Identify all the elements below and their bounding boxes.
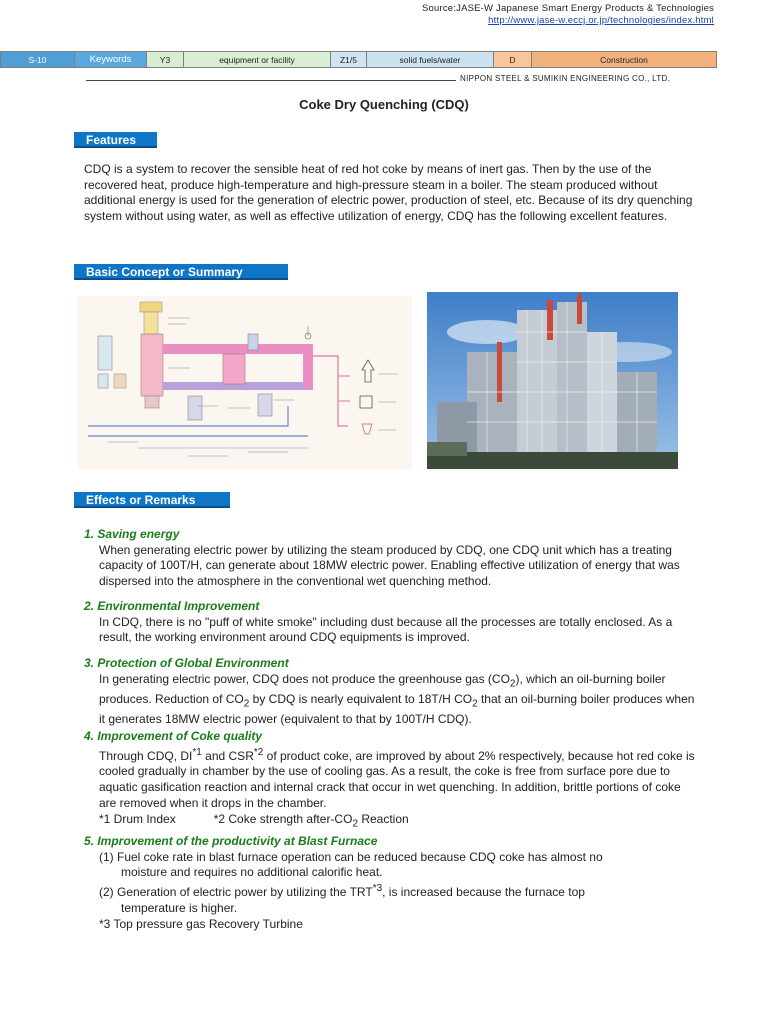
effect-item-5-title: 5. Improvement of the productivity at Blast Furnace — [84, 834, 378, 848]
effect-item-2 — [84, 599, 700, 646]
effect-item-3 — [84, 656, 700, 728]
y-code: Y3 — [147, 52, 184, 68]
effect-item-5-point-2: (2) Generation of electric power by utilizing the TRT$^{*3}$, is increased because the furnace top — [99, 883, 585, 900]
d-label: Construction — [532, 52, 717, 68]
y-label: equipment or facility — [184, 52, 331, 68]
effect-item-4-notes: *1 Drum Index *2 Coke strength after-$CO_2$ Reaction — [99, 811, 409, 829]
effect-item-5-point-1-cont: moisture and requires no additional calorific heat. — [121, 865, 383, 880]
keywords-label: Keywords — [75, 52, 147, 68]
cdq-process-diagram — [78, 296, 412, 470]
section-basic-concept-heading: Basic Concept or Summary — [74, 264, 288, 280]
effect-item-4 — [84, 729, 700, 832]
features-text: CDQ is a system to recover the sensible heat of red hot coke by means of inert gas. Then by the use of the recovered heat, produce high-temperature and high-pressure steam in a boiler. The steam produced without additional energy is used for the generation of electric power, production of steel, etc. Because of its dry quenching system without using water, as well as effective utilization of energy, CDQ has the following excellent features. — [84, 162, 693, 223]
effect-item-5-point-1: (1) Fuel coke rate in blast furnace operation can be reduced because CDQ coke has almost no — [99, 849, 603, 864]
source-line: Source:JASE-W Japanese Smart Energy Products & Technologies — [421, 3, 714, 14]
effect-item-1-text: When generating electric power by utilizing the steam produced by CDQ, one CDQ unit which has a treating capacity of 100T/H, can generate about 18MW electric power. Enabling effective utilization of energy that was dispersed into the atmosphere in the conventional wet quenching method. — [99, 542, 680, 589]
effect-item-5-point-2-cont: temperature is higher. — [121, 900, 238, 915]
sheet-code: S-10 — [1, 52, 75, 68]
d-code: D — [494, 52, 532, 68]
effect-item-3-title: 3. Protection of Global Environment — [84, 656, 289, 670]
keywords-bar — [0, 51, 717, 68]
z-code: Z1/5 — [331, 52, 367, 68]
effect-item-2-title: 2. Environmental Improvement — [84, 599, 260, 613]
page-title: Coke Dry Quenching (CDQ) — [299, 97, 469, 112]
header-rule — [86, 80, 456, 81]
effect-item-4-title: 4. Improvement of Coke quality — [84, 729, 263, 743]
plant-photo-svg — [427, 292, 678, 469]
z-label: solid fuels/water — [367, 52, 494, 68]
source-block — [422, 3, 714, 27]
section-effects-heading: Effects or Remarks — [74, 492, 230, 508]
company-name: NIPPON STEEL & SUMIKIN ENGINEERING CO., LTD. — [460, 74, 671, 83]
cdq-plant-photo — [427, 292, 678, 469]
effect-item-5 — [84, 834, 700, 932]
effect-item-2-text: In CDQ, there is no "puff of white smoke" including dust because all the processes are totally enclosed. As a result, the working environment around CDQ equipments is improved. — [99, 614, 673, 645]
effect-item-3-text: In generating electric power, CDQ does not produce the greenhouse gas $(CO_2)$, which an oil-burning boiler produces. Reduction of $CO_2$ by CDQ is nearly equivalent to 18T/H $CO_2$ that an oil-burning boiler produces when it generates 18MW electric power (equivalent to that by 100T/H CDQ). — [99, 671, 695, 726]
section-features-heading: Features — [74, 132, 157, 148]
process-diagram-svg — [78, 296, 412, 470]
source-url-link[interactable]: http://www.jase-w.eccj.or.jp/technologies/index.html — [488, 15, 714, 26]
effect-item-1 — [84, 527, 700, 590]
effect-item-1-title: 1. Saving energy — [84, 527, 180, 541]
effect-item-4-text: Through CDQ, DI$^{*1}$ and CSR$^{*2}$ of product coke, are improved by about 2% respectively, because hot red coke is cooled gradually in chamber by the use of cooling gas. As a result, the coke is free from surface pore due to aquatic gasification reaction and internal crack that occur in wet quenching. In addition, brittle portions of coke are removed when it drops in the chamber. — [99, 746, 695, 810]
effect-item-5-note: *3 Top pressure gas Recovery Turbine — [99, 916, 303, 931]
